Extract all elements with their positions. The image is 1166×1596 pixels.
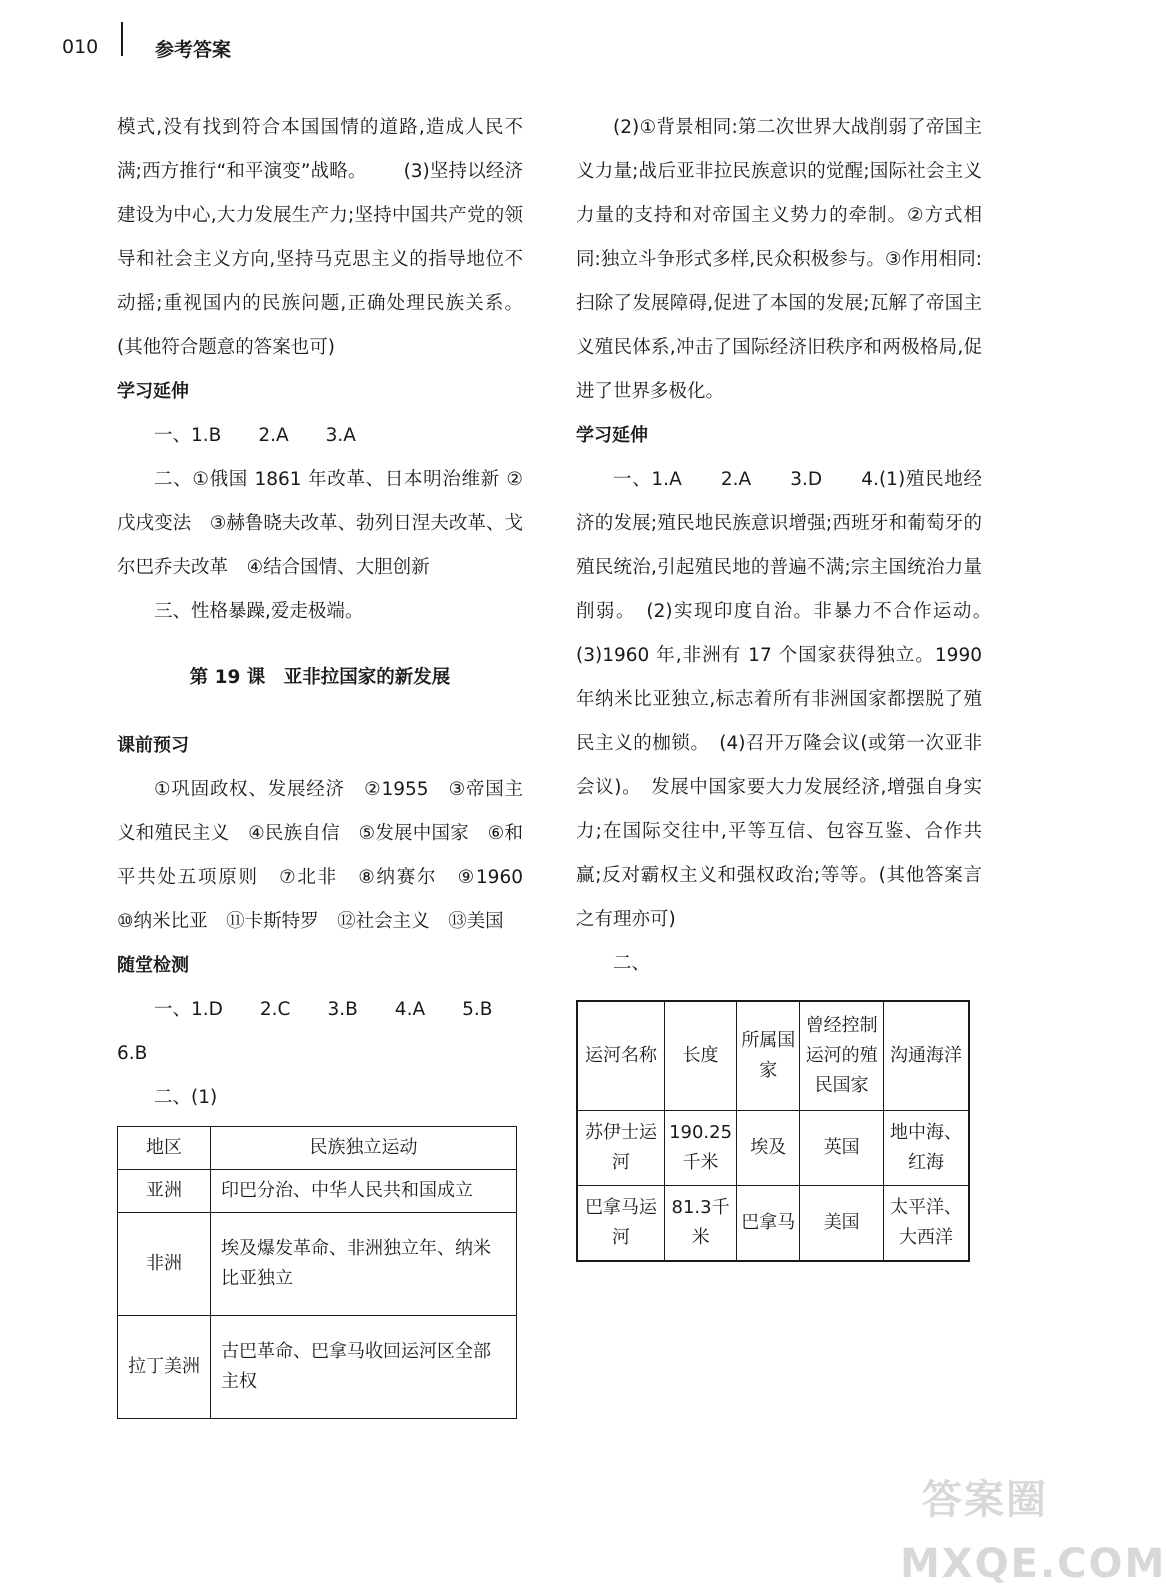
table-header-cell: 所属国家 <box>737 1001 800 1111</box>
table-row <box>118 1213 517 1316</box>
table-cell: 190.25千米 <box>665 1111 737 1186</box>
page-number: 010 <box>62 36 99 58</box>
section-heading: 随堂检测 <box>117 955 189 976</box>
table-cell: 巴拿马运河 <box>577 1186 665 1262</box>
independence-movement-table <box>117 1126 517 1419</box>
table-header-cell: 地区 <box>118 1127 211 1170</box>
left-column <box>117 106 542 1419</box>
table-cell: 拉丁美洲 <box>118 1316 211 1419</box>
answer-line: 二、①俄国 1861 年改革、日本明治维新 ②戊戌变法 ③赫鲁晓夫改革、勃列日涅夫改革、戈尔巴乔夫改革 ④结合国情、大胆创新 <box>117 469 523 578</box>
answer-line: 6.B <box>117 1043 148 1064</box>
table-cell: 英国 <box>800 1111 883 1186</box>
table-cell: 太平洋、大西洋 <box>883 1186 969 1262</box>
table-header-cell: 长度 <box>665 1001 737 1111</box>
table-header-cell: 沟通海洋 <box>883 1001 969 1111</box>
table-cell: 地中海、红海 <box>883 1111 969 1186</box>
table-header-cell: 曾经控制运河的殖民国家 <box>800 1001 883 1111</box>
paragraph: (2)①背景相同:第二次世界大战削弱了帝国主义力量;战后亚非拉民族意识的觉醒;国际社会主义力量的支持和对帝国主义势力的牵制。②方式相同:独立斗争形式多样,民众积极参与。③作用相同:扫除了发展障碍,促进了本国的发展;瓦解了帝国主义殖民体系,冲击了国际经济旧秩序和两极格局,促进了世界多极化。 <box>576 117 982 402</box>
answer-line: 三、性格暴躁,爱走极端。 <box>154 601 364 622</box>
section-heading: 课前预习 <box>117 735 189 756</box>
lesson-title: 第 19 课 亚非拉国家的新发展 <box>189 667 451 688</box>
table-row <box>577 1186 969 1262</box>
table-cell: 埃及 <box>737 1111 800 1186</box>
table-row <box>118 1316 517 1419</box>
header-divider <box>121 22 123 56</box>
table-header-cell: 运河名称 <box>577 1001 665 1111</box>
table-cell: 美国 <box>800 1186 883 1262</box>
table-cell: 亚洲 <box>118 1170 211 1213</box>
answer-line: 一、1.A 2.A 3.D 4.(1)殖民地经济的发展;殖民地民族意识增强;西班牙和葡萄牙的殖民统治,引起殖民地的普遍不满;宗主国统治力量削弱。 (2)实现印度自治。非暴力不合作运动。 (3)1960 年,非洲有 17 个国家获得独立。1990 年纳米比亚独立,标志着所有非洲国家都摆脱了殖民主义的枷锁。 (4)召开万隆会议(或第一次亚非会议)。 发展中国家要大力发展经济,增强自身实力;在国际交往中,平等互信、包容互鉴、合作共赢;反对霸权主义和强权政治;等等。(其他答案言之有理亦可) <box>576 469 1001 930</box>
table-row <box>118 1170 517 1213</box>
canal-table <box>576 1000 970 1262</box>
table-row <box>577 1111 969 1186</box>
table-cell: 81.3千米 <box>665 1186 737 1262</box>
right-column <box>576 106 1001 1262</box>
answer-line: 二、(1) <box>154 1087 218 1108</box>
table-cell: 非洲 <box>118 1213 211 1316</box>
page-title: 参考答案 <box>155 39 232 61</box>
table-header-cell: 民族独立运动 <box>211 1127 517 1170</box>
table-cell: 巴拿马 <box>737 1186 800 1262</box>
answer-line: 二、 <box>613 953 651 974</box>
table-cell: 印巴分治、中华人民共和国成立 <box>211 1170 517 1213</box>
table-cell: 古巴革命、巴拿马收回运河区全部主权 <box>211 1316 517 1419</box>
answer-line: ①巩固政权、发展经济 ②1955 ③帝国主义和殖民主义 ④民族自信 ⑤发展中国家 ⑥和平共处五项原则 ⑦北非 ⑧纳赛尔 ⑨1960 ⑩纳米比亚 ⑪卡斯特罗 ⑫社会主义 ⑬美国 <box>117 779 542 932</box>
watermark-logo: 答案圈 MXQE.COM <box>900 1477 1166 1587</box>
table-cell: 苏伊士运河 <box>577 1111 665 1186</box>
answer-line: 一、1.B 2.A 3.A <box>154 425 356 446</box>
section-heading: 学习延伸 <box>117 381 189 402</box>
answer-line: 一、1.D 2.C 3.B 4.A 5.B <box>154 999 493 1020</box>
paragraph: 模式,没有找到符合本国国情的道路,造成人民不满;西方推行“和平演变”战略。 (3)坚持以经济建设为中心,大力发展生产力;坚持中国共产党的领导和社会主义方向,坚持马克思主义的指导地位不动摇;重视国内的民族问题,正确处理民族关系。(其他符合题意的答案也可) <box>117 117 523 358</box>
table-cell: 埃及爆发革命、非洲独立年、纳米比亚独立 <box>211 1213 517 1316</box>
section-heading: 学习延伸 <box>576 425 648 446</box>
